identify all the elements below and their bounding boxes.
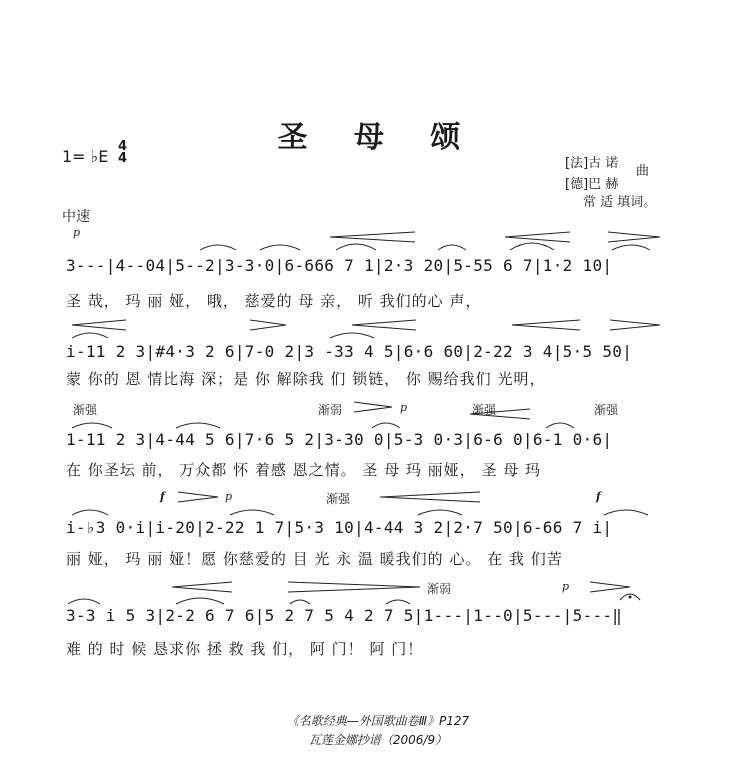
crescendo-hairpin xyxy=(172,582,232,592)
source-citation: 《名歌经典—外国歌曲卷Ⅲ》P127 xyxy=(286,714,470,728)
meter-bottom: 4 xyxy=(118,151,128,166)
lyrics-line-1: 圣 哉， 玛 丽 娅， 哦， 慈爱的 母 亲， 听 我们的心 声， xyxy=(66,292,482,310)
key-signature: 1= ♭E xyxy=(62,147,109,166)
lyrics-line-4: 丽 娅， 玛 丽 娅！愿 你慈爱的 目 光 永 温 暖我们的 心。 在 我 们苦 xyxy=(66,550,563,568)
crescendo-hairpin xyxy=(352,320,416,330)
crescendo-hairpin xyxy=(512,320,580,330)
slur xyxy=(68,599,100,604)
slur xyxy=(336,244,376,250)
slur xyxy=(230,510,274,515)
slur xyxy=(200,245,236,250)
meter-top: 4 xyxy=(118,139,128,154)
arranger-credit: [德]巴 赫 xyxy=(565,177,619,192)
notation-line-1: 3---|4--04|5--2|3-3·0|6-666 7 1|2·3 20|5-55 6 7|1·2 10| xyxy=(66,256,613,275)
dynamic-crescendo: 渐强 xyxy=(73,403,98,417)
slur xyxy=(438,245,466,250)
decrescendo-hairpin xyxy=(610,320,660,330)
decrescendo-hairpin xyxy=(608,232,660,242)
dynamic-p: p xyxy=(73,226,81,239)
dynamic-diminuendo: 渐弱 xyxy=(318,403,343,417)
tempo-marking: 中速 xyxy=(62,209,90,225)
dynamic-crescendo: 渐强 xyxy=(594,403,619,417)
copyist-credit: 瓦莲金娜抄谱（2006/9） xyxy=(308,733,448,747)
slur xyxy=(330,333,374,338)
decrescendo-hairpin xyxy=(250,320,286,330)
music-role-label: 曲 xyxy=(636,164,650,179)
notation-line-2: i-11 2 3|#4·3 2 6|7-0 2|3 -33 4 5|6·6 60|2-22 3 4|5·5 50| xyxy=(66,342,633,361)
slur xyxy=(72,423,112,428)
slur xyxy=(372,423,400,428)
crescendo-hairpin xyxy=(72,320,126,330)
notation-line-5: 3-3 i 5 3|2-2 6 7 6|5 2 7 5 4 2 7 5|1---|1--0|5---|5---‖ xyxy=(66,606,623,625)
lyrics-line-5: 难 的 时 候 恳求你 拯 救 我 们， 阿 门！ 阿 门！ xyxy=(66,640,424,658)
dynamic-p: p xyxy=(225,490,233,503)
song-title: 圣 母 颂 xyxy=(277,120,479,155)
slur xyxy=(72,333,108,338)
slur xyxy=(612,245,650,250)
slur xyxy=(290,600,310,604)
composer-credit: [法]古 诺 xyxy=(565,156,619,171)
dynamic-f: f xyxy=(160,490,165,503)
dynamic-crescendo: 渐强 xyxy=(326,492,351,506)
lyricist-credit: 常 适 填词。 xyxy=(583,195,657,210)
dynamic-diminuendo: 渐弱 xyxy=(427,582,452,596)
slur xyxy=(546,423,574,428)
slur xyxy=(176,423,220,428)
slur xyxy=(510,243,554,250)
decrescendo-hairpin xyxy=(354,402,392,412)
crescendo-hairpin xyxy=(470,409,530,419)
crescendo-hairpin xyxy=(380,492,480,502)
decrescendo-hairpin xyxy=(288,582,420,592)
slur xyxy=(260,245,300,250)
notation-line-3: 1-11 2 3|4-44 5 6|7·6 5 2|3-30 0|5-3 0·3|6-6 0|6-1 0·6| xyxy=(66,430,613,449)
crescendo-hairpin xyxy=(330,232,415,242)
slur xyxy=(604,510,648,515)
decrescendo-hairpin xyxy=(590,582,630,592)
lyrics-line-3: 在 你圣坛 前， 万众都 怀 着感 恩之情。 圣 母 玛 丽娅， 圣 母 玛 xyxy=(66,461,541,479)
slur xyxy=(386,600,410,604)
lyrics-line-2: 蒙 你的 恩 情比海 深；是 你 解除我 们 锁链， 你 赐给我们 光明， xyxy=(66,370,546,388)
dynamic-f: f xyxy=(596,490,601,503)
notation-line-4: i-♭3 0·i|i-20|2-22 1 7|5·3 10|4-44 3 2|2·7 50|6-66 7 i| xyxy=(66,518,613,537)
crescendo-hairpin xyxy=(505,232,570,242)
dynamic-crescendo: 渐强 xyxy=(472,403,497,417)
dynamic-p: p xyxy=(400,401,408,414)
slur xyxy=(418,510,462,515)
fermata-dot xyxy=(629,596,632,599)
decrescendo-hairpin xyxy=(178,492,218,502)
dynamic-p: p xyxy=(562,580,570,593)
slur xyxy=(176,598,224,604)
slur xyxy=(72,510,108,515)
